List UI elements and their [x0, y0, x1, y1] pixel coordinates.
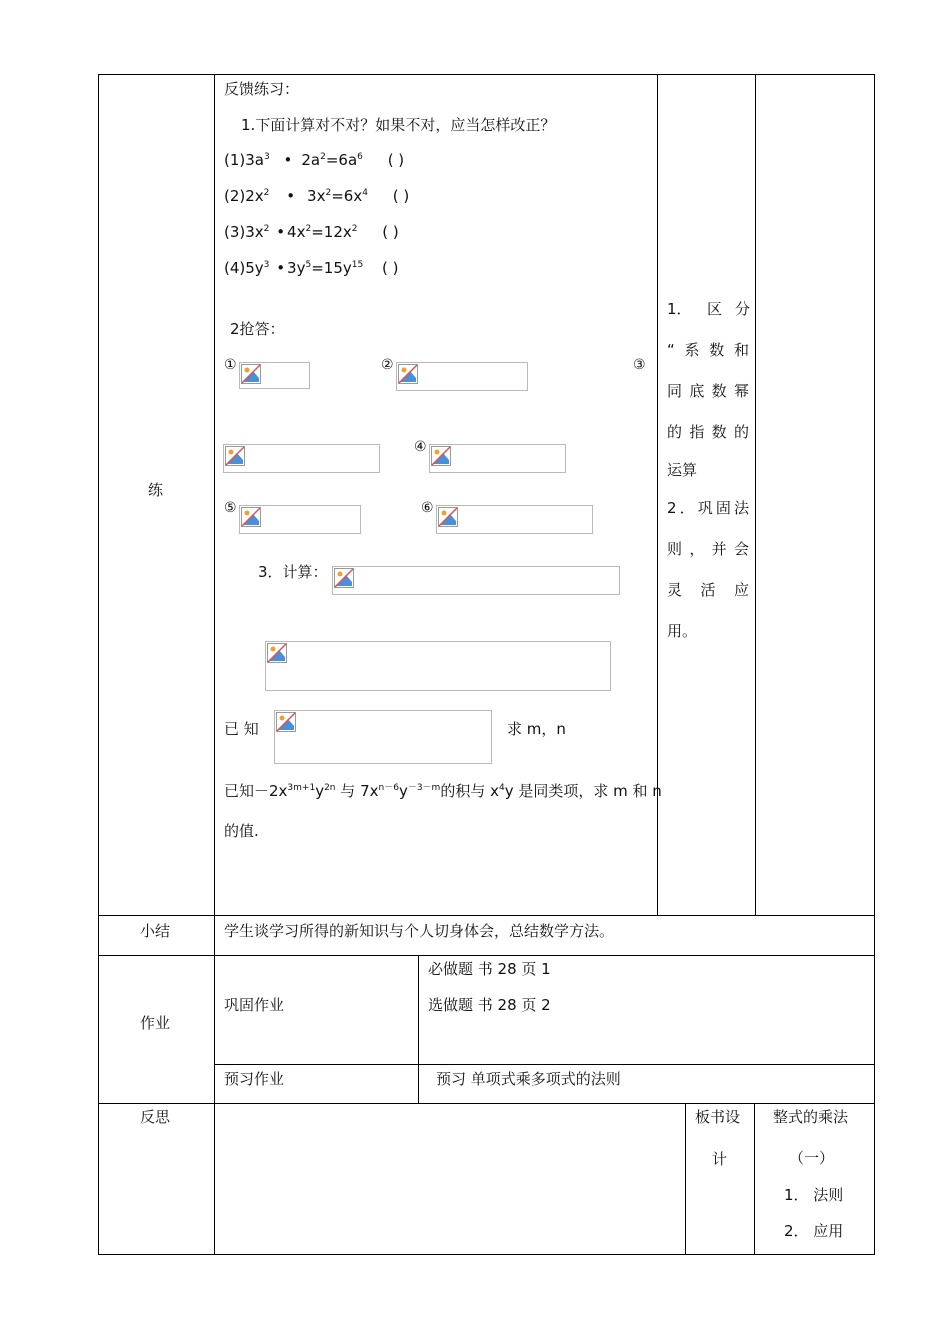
find-mn-label: 求 m，n: [507, 720, 566, 738]
last-question-line-2: 的值.: [224, 822, 259, 840]
exercise-item-3: $(3)3x^2$ • $4x^2=12x^2$ ( ): [224, 223, 399, 241]
board-item-2: 2． 应用: [784, 1222, 844, 1240]
homework-label: 作业: [140, 1014, 171, 1032]
feedback-title: 反馈练习：: [224, 80, 300, 98]
teaching-goal: “系数和 同底数幂 的指数的 运算 2．巩固法 则，并会 灵活应 用。: [667, 341, 749, 640]
row-divider-summary: [98, 915, 875, 916]
col-divider-board-1: [685, 1103, 686, 1255]
circle-num-5: ⑤: [224, 500, 237, 516]
optional-homework: 选做题 书 28 页 2: [428, 996, 551, 1014]
circle-num-6: ⑥: [421, 500, 434, 516]
col-divider-note: [755, 74, 756, 916]
col-divider-board-2: [754, 1103, 755, 1255]
formula-image-8: [265, 641, 611, 691]
practice-row-label: 练: [148, 481, 164, 499]
broken-image-icon: [241, 364, 261, 384]
preview-homework-label: 预习作业: [224, 1070, 285, 1088]
formula-image-9: [274, 710, 492, 764]
formula-image-2: [396, 362, 528, 391]
circle-num-2: ②: [381, 357, 394, 373]
broken-image-icon: [267, 643, 287, 663]
col-divider-homework: [418, 955, 419, 1103]
broken-image-icon: [241, 507, 261, 527]
exercise-item-2: $(2)2x^2$ • $3x^2=6x^4$ ( ): [224, 187, 410, 205]
broken-image-icon: [225, 446, 245, 466]
answer-blank-4[interactable]: ( ): [381, 259, 399, 277]
answer-blank-3[interactable]: ( ): [382, 223, 399, 241]
circle-num-1: ①: [224, 357, 237, 373]
reflection-label: 反思: [140, 1108, 171, 1126]
row-divider-preview: [214, 1064, 875, 1065]
exercise-item-4: $(4)5y^3$ • $3y^5=15y^{15}$ ( ): [224, 259, 399, 277]
question-3-prompt: 3．计算：: [258, 563, 328, 581]
exercise-item-1: $(1)3a^3$ • $2a^2=6a^6$ ( ): [224, 151, 405, 169]
required-homework: 必做题 书 28 页 1: [428, 960, 551, 978]
broken-image-icon: [334, 568, 354, 588]
col-divider-main: [214, 74, 215, 1255]
table-border-left: [98, 74, 99, 1255]
board-design-label-2: 计: [712, 1150, 728, 1168]
table-border-right: [874, 74, 875, 1255]
formula-image-5: [239, 505, 361, 534]
row-divider-homework: [98, 955, 875, 956]
consolidate-homework-label: 巩固作业: [224, 996, 285, 1014]
last-question-line-1: 已知$-2x^{3m+1}y^{2n}$ 与 $7x^{n-6}y^{-3-m}$的积与 $x^4y$ 是同类项，求 m 和 n: [224, 782, 662, 800]
teaching-goal-line-1: 1． 区 分: [667, 300, 751, 318]
answer-blank-2[interactable]: ( ): [392, 187, 410, 205]
board-title: 整式的乘法: [773, 1108, 849, 1126]
broken-image-icon: [276, 712, 296, 732]
formula-image-7: [332, 566, 620, 595]
broken-image-icon: [398, 364, 418, 384]
broken-image-icon: [438, 507, 458, 527]
board-item-1: 1． 法则: [784, 1186, 844, 1204]
known-label: 已 知: [224, 720, 259, 738]
formula-image-1: [239, 362, 310, 389]
board-subtitle: （一）: [789, 1149, 835, 1167]
row-divider-reflection: [98, 1103, 875, 1104]
formula-image-6: [436, 505, 593, 534]
question-1-prompt: 1.下面计算对不对？如果不对，应当怎样改正？: [241, 116, 556, 134]
question-2-prompt: 2抢答：: [230, 320, 285, 338]
summary-label: 小结: [140, 922, 171, 940]
preview-homework-text: 预习 单项式乘多项式的法则: [436, 1070, 621, 1088]
answer-blank-1[interactable]: ( ): [387, 151, 405, 169]
circle-num-4: ④: [414, 439, 427, 455]
broken-image-icon: [431, 446, 451, 466]
board-design-label-1: 板书设: [695, 1108, 741, 1126]
formula-image-4: [429, 444, 566, 473]
formula-image-3: [223, 444, 380, 473]
summary-text: 学生谈学习所得的新知识与个人切身体会，总结数学方法。: [224, 922, 615, 940]
circle-num-3: ③: [633, 357, 646, 373]
